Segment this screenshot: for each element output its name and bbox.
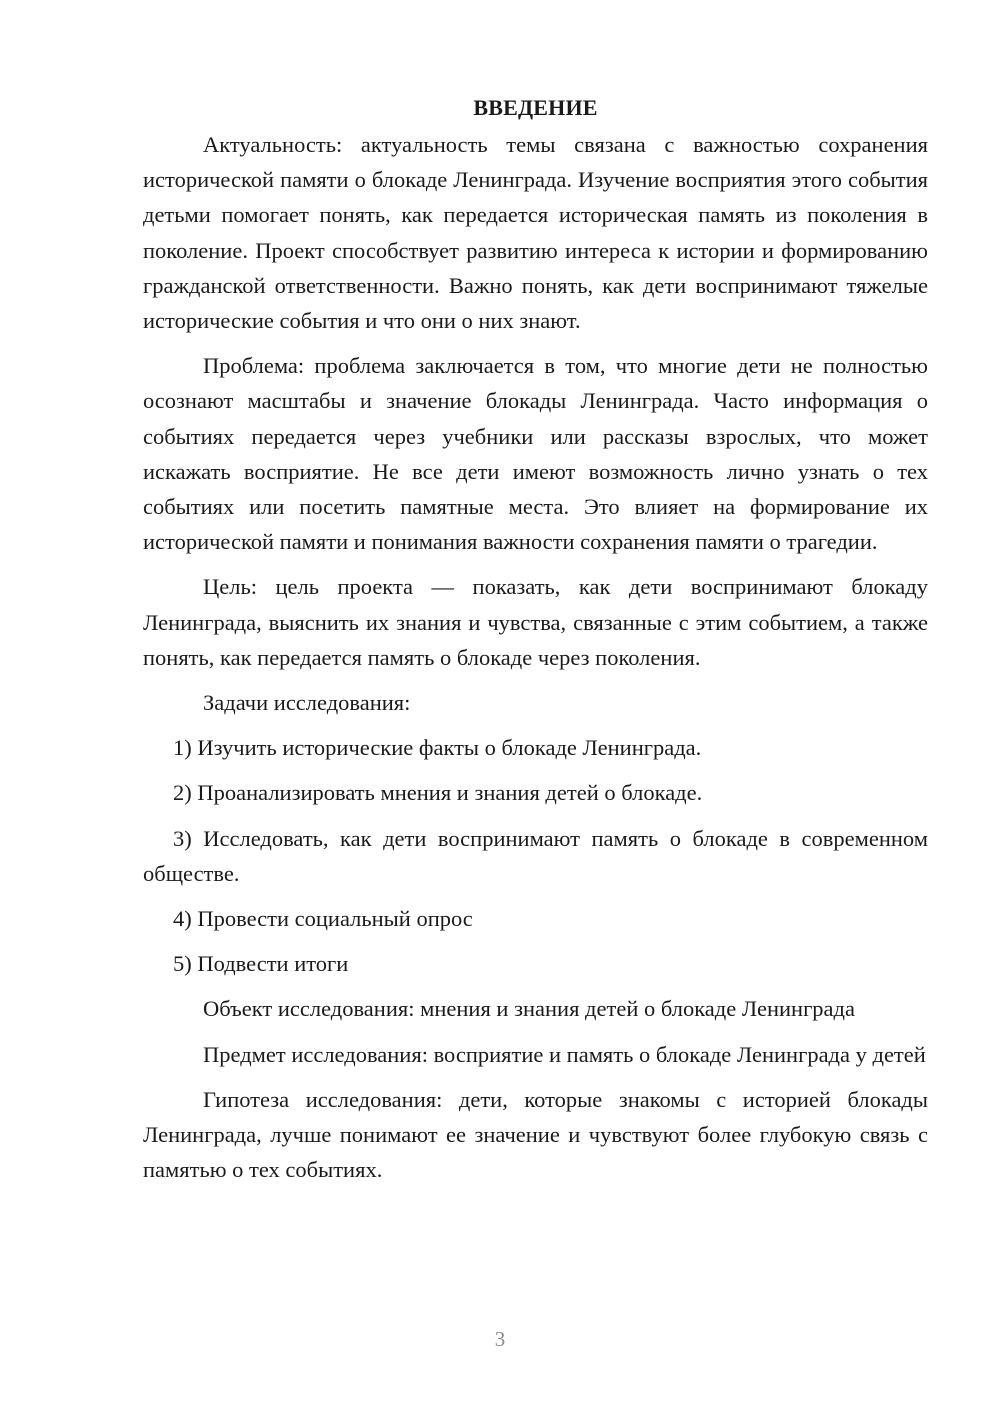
problem-paragraph: Проблема: проблема заключается в том, что многие дети не полностью осознают масштабы и значение блокады Ленинграда. Часто информация о событиях передается через учебники или рассказы взрослых, что может искажать восприятие. Не все дети имеют возможность лично узнать о тех событиях или посетить памятные места. Это влияет на формирование их исторической памяти и понимания важности сохранения памяти о трагедии. bbox=[143, 353, 928, 555]
page-number: 3 bbox=[494, 1327, 506, 1351]
tasks-heading: Задачи исследования: bbox=[203, 690, 411, 716]
relevance-paragraph: Актуальность: актуальность темы связана с важностью сохранения исторической памяти о блокаде Ленинграда. Изучение восприятия этого события детьми помогает понять, как передается историческая память из поколения в поколение. Проект способствует развитию интереса к истории и формированию гражданской ответственности. Важно понять, как дети воспринимают тяжелые исторические события и что они о них знают. bbox=[143, 132, 928, 334]
goal-paragraph: Цель: цель проекта — показать, как дети воспринимают блокаду Ленинграда, выяснить их знания и чувства, связанные с этим событием, а также понять, как передается память о блокаде через поколения. bbox=[143, 574, 928, 670]
task-item-4: 4) Провести социальный опрос bbox=[173, 906, 473, 932]
subject-paragraph: Предмет исследования: восприятие и память о блокаде Ленинграда у детей bbox=[203, 1041, 926, 1067]
task-item-5: 5) Подвести итоги bbox=[173, 951, 349, 977]
task-item-3: 3) Исследовать, как дети воспринимают память о блокаде в современном обществе. bbox=[143, 825, 928, 886]
hypothesis-paragraph: Гипотеза исследования: дети, которые знакомы с историей блокады Ленинграда, лучше понимают ее значение и чувствуют более глубокую связь с памятью о тех событиях. bbox=[143, 1086, 928, 1183]
page-title: ВВЕДЕНИЕ bbox=[473, 95, 598, 120]
page-content bbox=[143, 90, 928, 1197]
object-paragraph: Объект исследования: мнения и знания детей о блокаде Ленинграда bbox=[203, 996, 855, 1022]
task-item-2: 2) Проанализировать мнения и знания детей о блокаде. bbox=[173, 780, 703, 806]
task-item-1: 1) Изучить исторические факты о блокаде Ленинграда. bbox=[173, 735, 702, 761]
